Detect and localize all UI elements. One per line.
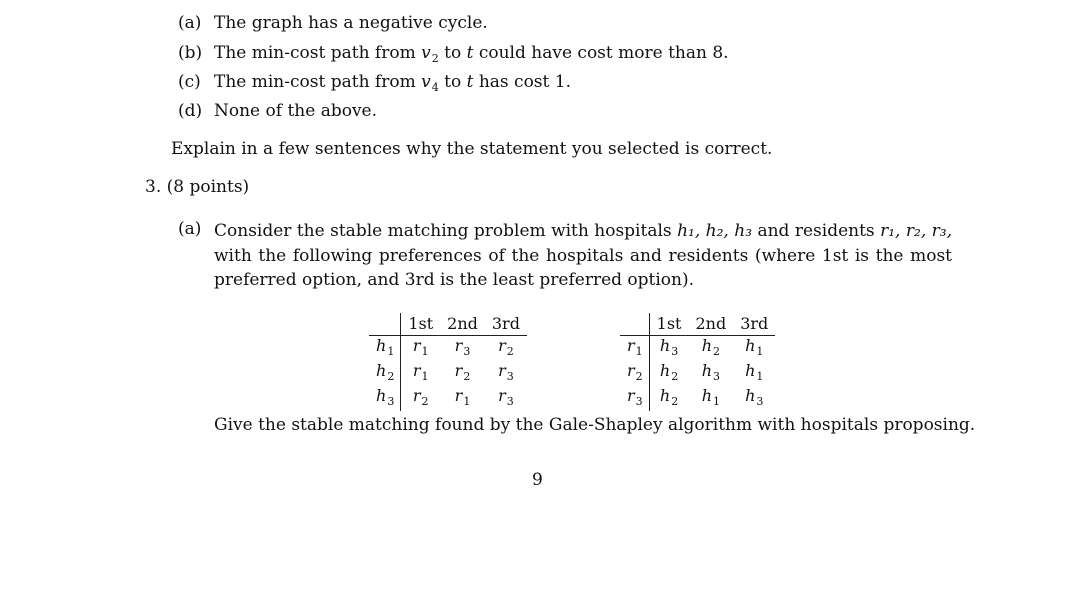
resident-row — [620, 386, 775, 411]
preference-cell: $h_3$ — [745, 386, 764, 408]
header-3rd: 3rd — [733, 313, 775, 336]
option-text-mid: to — [438, 43, 467, 63]
preference-cell: $h_2$ — [649, 386, 688, 411]
task-instruction: Give the stable matching found by the Gale-Shapley algorithm with hospitals proposing. — [214, 415, 976, 435]
option-text: None of the above. — [214, 101, 378, 121]
row-label: $h_3$ — [376, 386, 395, 408]
row-label: $r_1$ — [627, 336, 643, 358]
row-label: $r_2$ — [627, 361, 643, 383]
var-subscript: 4 — [431, 81, 439, 94]
question-number: 3. — [145, 177, 162, 197]
resident-row — [620, 336, 775, 362]
q3a-text-pre: Consider the stable matching problem with hospitals — [214, 221, 678, 241]
hospital-row — [369, 361, 527, 386]
table-corner — [620, 313, 649, 336]
question-3-heading — [145, 177, 249, 197]
option-a — [178, 13, 488, 33]
option-label: (d) — [178, 101, 203, 121]
preference-cell: $r_2$ — [401, 386, 440, 411]
header-1st: 1st — [401, 313, 440, 336]
explain-instruction: Explain in a few sentences why the statement you selected is correct. — [171, 139, 773, 159]
resident-set: r₁, r₂, r₃, — [880, 221, 952, 241]
var-t: t — [466, 72, 474, 92]
preference-cell: $r_3$ — [498, 386, 514, 408]
option-text-mid: to — [438, 72, 467, 92]
option-text: The graph has a negative cycle. — [214, 13, 488, 33]
preference-cell: $r_3$ — [498, 361, 514, 383]
preference-cell: $h_1$ — [701, 386, 720, 408]
var-v: v — [421, 72, 431, 92]
option-label: (b) — [178, 43, 203, 63]
table-corner — [369, 313, 401, 336]
option-text-pre: The min-cost path from — [214, 43, 422, 63]
option-d — [178, 101, 377, 121]
preference-cell: $h_3$ — [649, 336, 688, 362]
header-3rd: 3rd — [485, 313, 527, 336]
preference-cell: $h_1$ — [745, 336, 764, 358]
option-c — [178, 72, 571, 94]
header-2nd: 2nd — [440, 313, 485, 336]
q3a-text-mid: and residents — [752, 221, 881, 241]
preference-cell: $r_2$ — [498, 336, 514, 358]
preference-cell: $r_1$ — [454, 386, 471, 408]
q3a-text-post: with the following preferences of the hospitals and residents (where 1st is the most preferred option, and 3rd is the least preferred option). — [214, 245, 952, 290]
preference-cell: $r_2$ — [454, 361, 471, 383]
subquestion-label: (a) — [178, 219, 202, 239]
var-t: t — [466, 43, 474, 63]
page-number: 9 — [532, 470, 543, 490]
preference-cell: $r_1$ — [401, 336, 440, 362]
preference-cell: $h_2$ — [649, 361, 688, 386]
option-label: (c) — [178, 72, 201, 92]
var-v: v — [421, 43, 431, 63]
header-1st: 1st — [649, 313, 688, 336]
option-text-pre: The min-cost path from — [214, 72, 422, 92]
header-2nd: 2nd — [688, 313, 733, 336]
option-text-post: has cost 1. — [473, 72, 571, 92]
preference-cell: $h_2$ — [701, 336, 720, 358]
option-b — [178, 43, 729, 65]
option-text-post: could have cost more than 8. — [473, 43, 729, 63]
hospital-row — [369, 336, 527, 362]
option-label: (a) — [178, 13, 202, 33]
hospital-row — [369, 386, 527, 411]
resident-row — [620, 361, 775, 386]
row-label: $h_2$ — [376, 361, 395, 383]
preference-cell: $h_3$ — [701, 361, 720, 383]
hospital-set: h₁, h₂, h₃ — [677, 221, 753, 241]
preference-cell: $r_3$ — [454, 336, 471, 358]
row-label: $h_1$ — [376, 336, 395, 358]
subquestion-text — [214, 219, 952, 293]
preference-cell: $h_1$ — [745, 361, 764, 383]
var-subscript: 2 — [431, 52, 439, 65]
resident-preference-table — [620, 313, 775, 411]
question-points: (8 points) — [166, 177, 250, 197]
hospital-preference-table — [369, 313, 527, 411]
row-label: $r_3$ — [627, 386, 643, 408]
preference-cell: $r_1$ — [401, 361, 440, 386]
